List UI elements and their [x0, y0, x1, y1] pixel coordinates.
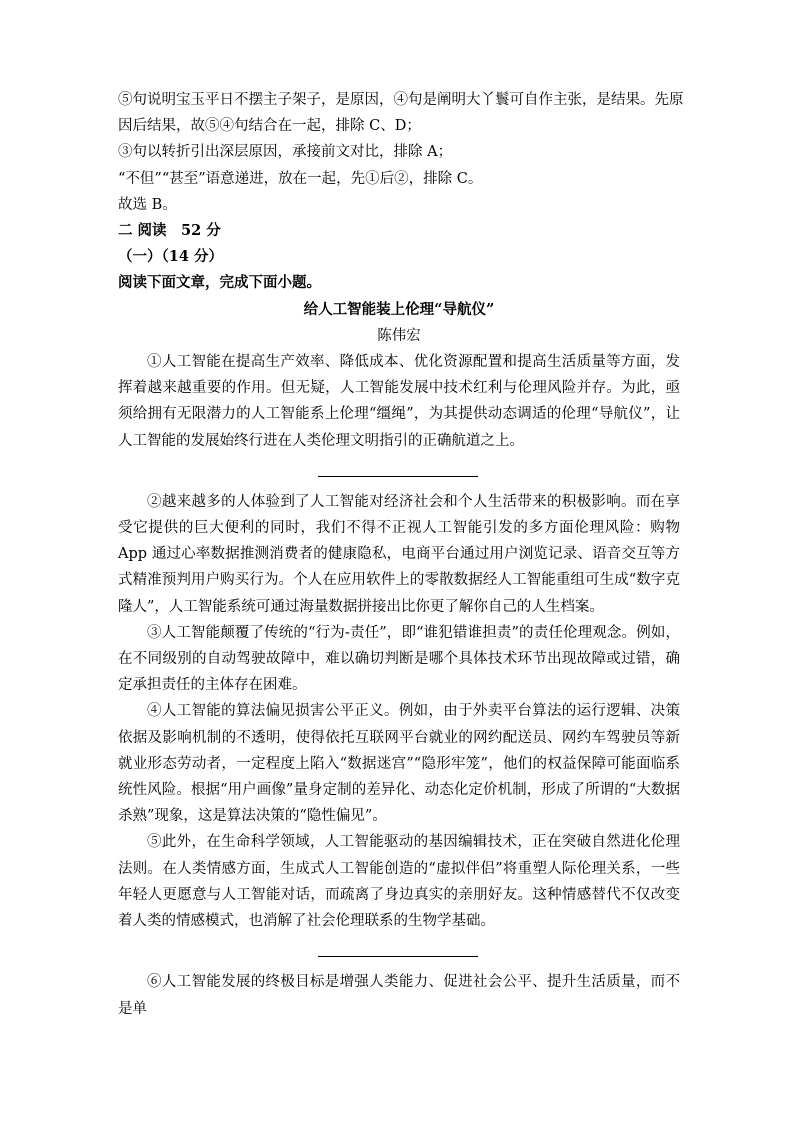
document-page	[118, 87, 684, 1022]
answer-blank-line-2	[318, 956, 478, 957]
subsection-heading: （一）（14 分）	[118, 248, 223, 266]
answer-line-1: ⑤句说明宝玉平日不摆主子架子，是原因，④句是阐明大丫鬟可自作主张，是结果。先原	[118, 92, 684, 108]
article-paragraph-3: ③人工智能颠覆了传统的“行为-责任”，即“谁犯错谁担责”的责任伦理观念。例如，在不同级别的自动驾驶故障中，难以确切判断是哪个具体技术环节出现故障或过错，确定承担责任的主体存在困难。	[118, 624, 680, 694]
answer-line-5: 故选 B。	[118, 196, 177, 213]
answer-line-2: 因后结果，故⑤④句结合在一起，排除 C、D；	[118, 118, 421, 135]
answer-blank-line-1	[318, 476, 478, 477]
article-paragraph-4: ④人工智能的算法偏见损害公平正义。例如，由于外卖平台算法的运行逻辑、决策依据及影响机制的不透明，使得依托互联网平台就业的网约配送员、网约车驾驶员等新就业形态劳动者，一定程度上陷入“数据迷宫”“隐形牢笼”，他们的权益保障可能面临系统性风险。根据“用户画像”量身定制的差异化、动态化定价机制，形成了所谓的“大数据杀熟”现象，这是算法决策的“隐性偏见”。	[118, 703, 680, 825]
answer-explanation	[118, 87, 684, 218]
reading-instruction: 阅读下面文章，完成下面小题。	[118, 274, 321, 292]
blank-line-1-container	[118, 454, 680, 489]
article-paragraph-2: ②越来越多的人体验到了人工智能对经济社会和个人生活带来的积极影响。而在享受它提供的巨大便利的同时，我们不得不正视人工智能引发的多方面伦理风险：购物 App 通过心率数据推测消费者的健康隐私，电商平台通过用户浏览记录、语音交互等方式精准预判用户购买行为。个人在应用软件上的零散数据经人工智能重组可生成“数字克隆人”，人工智能系统可通过海量数据拼接出比你更了解你自己的人生档案。	[118, 493, 680, 615]
blank-line-2-container	[118, 934, 680, 969]
section-heading: 二 阅读 52 分	[118, 222, 221, 240]
article-author: 陈伟宏	[377, 327, 421, 344]
answer-line-4: “不但”“甚至”语意递进，放在一起，先①后②，排除 C。	[118, 170, 483, 187]
article-paragraph-5: ⑤此外，在生命科学领域，人工智能驱动的基因编辑技术，正在突破自然进化伦理法则。在人类情感方面，生成式人工智能创造的“虚拟伴侣”将重塑人际伦理关系，一些年轻人更愿意与人工智能对话，而疏离了身边真实的亲朋好友。这种情感替代不仅改变着人类的情感模式，也消解了社会伦理联系的生物学基础。	[118, 834, 680, 930]
answer-line-3: ③句以转折引出深层原因，承接前文对比，排除 A；	[118, 144, 453, 161]
article-paragraph-6: ⑥人工智能发展的终极目标是增强人类能力、促进社会公平、提升生活质量，而不是单	[118, 974, 680, 1017]
article-paragraph-1: ①人工智能在提高生产效率、降低成本、优化资源配置和提高生活质量等方面，发挥着越来越重要的作用。但无疑，人工智能发展中技术红利与伦理风险并存。为此，亟须给拥有无限潜力的人工智能系上伦理“缰绳”，为其提供动态调适的伦理“导航仪”，让人工智能的发展始终行进在人类伦理文明指引的正确航道之上。	[118, 354, 680, 449]
article-title: 给人工智能装上伦理“导航仪”	[303, 300, 495, 318]
